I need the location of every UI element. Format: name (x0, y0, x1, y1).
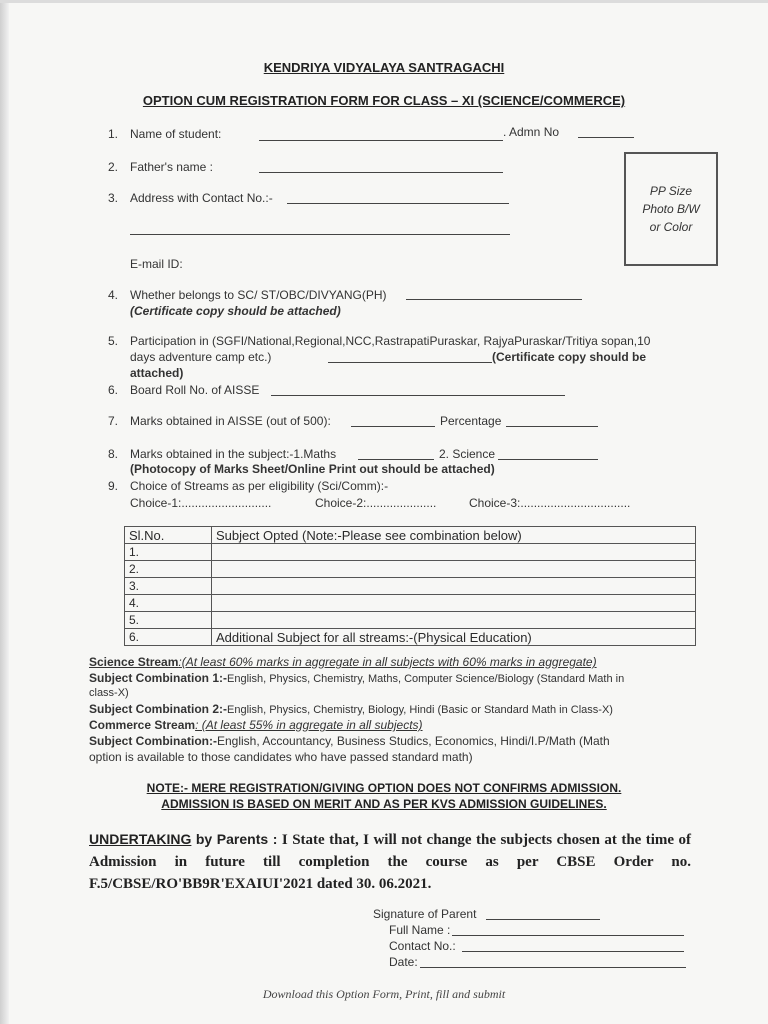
table-row: 2. (125, 561, 696, 578)
item-8: 8. Marks obtained in the subject:-1.Maths (108, 447, 337, 461)
combination-1-cont: class-X) (89, 687, 129, 699)
subject-marks-label: Marks obtained in the subject:-1.Maths (130, 447, 337, 461)
category-field[interactable] (406, 299, 582, 300)
name-field[interactable] (259, 140, 503, 141)
table-row: 6. Additional Subject for all streams:-(Physical Education) (125, 629, 696, 646)
table-row: 3. (125, 578, 696, 595)
science-stream: Science Stream:(At least 60% marks in aggregate in all subjects with 60% marks in aggregate) (89, 655, 597, 669)
participation-field[interactable] (328, 362, 492, 363)
subject-cell[interactable] (212, 578, 696, 595)
undertaking (89, 828, 691, 895)
roll-field[interactable] (271, 395, 565, 396)
notice-line-1: NOTE:- MERE REGISTRATION/GIVING OPTION DOES NOT CONFIRMS ADMISSION. (146, 781, 622, 795)
commerce-stream: Commerce Stream: (At least 55% in aggregate in all subjects) (89, 718, 423, 732)
father-label: Father's name : (130, 160, 213, 174)
subject-cell[interactable] (212, 561, 696, 578)
item-9: 9. Choice of Streams as per eligibility (Sci/Comm):- (108, 479, 389, 493)
father-field[interactable] (259, 172, 503, 173)
email-label: E-mail ID: (130, 257, 183, 271)
participation-line-1: Participation in (SGFI/National,Regional,NCC,RastrapatiPuraskar, RajyaPuraskar/Tritiya sopan,10 (130, 334, 651, 348)
item-6: 6. Board Roll No. of AISSE (108, 383, 260, 397)
subject-cell[interactable] (212, 544, 696, 561)
choice-3[interactable]: Choice-3:................................. (469, 496, 631, 510)
combination-commerce-cont: option is available to those candidates who have passed standard math) (89, 750, 473, 764)
signature-label: Signature of Parent (373, 907, 477, 921)
item-2: 2. Father's name : (108, 160, 213, 174)
choice-1[interactable]: Choice-1:........................... (130, 496, 272, 510)
contact-field[interactable] (462, 951, 684, 952)
school-name: KENDRIYA VIDYALAYA SANTRAGACHI (263, 60, 505, 75)
additional-subject-cell: Additional Subject for all streams:-(Physical Education) (212, 629, 696, 646)
form-title: OPTION CUM REGISTRATION FORM FOR CLASS – XI (SCIENCE/COMMERCE) (142, 93, 626, 108)
percentage-label: Percentage (440, 414, 502, 428)
admn-field[interactable] (578, 137, 634, 138)
undertaking-label: UNDERTAKING (89, 831, 192, 847)
photo-box[interactable] (624, 152, 718, 266)
science-label: 2. Science (439, 447, 496, 461)
photo-line-3: or Color (649, 220, 693, 234)
full-name-label: Full Name : (389, 923, 451, 937)
combination-2: Subject Combination 2:-English, Physics, Chemistry, Biology, Hindi (Basic or Standard Math in Class-X) (89, 702, 613, 716)
address-field-2[interactable] (130, 234, 510, 235)
combination-1: Subject Combination 1:-English, Physics, Chemistry, Maths, Computer Science/Biology (Standard Math in (89, 671, 625, 685)
participation-line-2a: days adventure camp etc.) (130, 350, 272, 364)
choice-2[interactable]: Choice-2:..................... (315, 496, 437, 510)
maths-field[interactable] (358, 459, 434, 460)
table-header-row (125, 527, 696, 544)
combination-commerce: Subject Combination:-English, Accountancy, Business Studics, Economics, Hindi/I.P/Math (Math (89, 734, 610, 748)
full-name-field[interactable] (452, 935, 684, 936)
subject-cell[interactable] (212, 595, 696, 612)
admn-label: . Admn No (503, 125, 560, 139)
table-head-sl: Sl.No. (125, 527, 212, 544)
item-3: 3. Address with Contact No.:- (108, 191, 273, 205)
streams-label: Choice of Streams as per eligibility (Sci/Comm):- (130, 479, 389, 493)
photocopy-note: (Photocopy of Marks Sheet/Online Print out should be attached) (130, 462, 495, 476)
address-label: Address with Contact No.:- (130, 191, 273, 205)
category-label: Whether belongs to SC/ ST/OBC/DIVYANG(PH) (130, 288, 387, 302)
date-field[interactable] (420, 967, 686, 968)
category-note: (Certificate copy should be attached) (130, 304, 341, 318)
item-5: 5. Participation in (SGFI/National,Regional,NCC,RastrapatiPuraskar, RajyaPuraskar/Tritiya sopan,10 (108, 334, 651, 348)
item-7: 7. Marks obtained in AISSE (out of 500): (108, 414, 331, 428)
percentage-field[interactable] (506, 426, 598, 427)
signature-field[interactable] (486, 919, 600, 920)
item-1: 1. Name of student: (108, 127, 222, 141)
name-label: Name of student: (130, 127, 222, 141)
notice-line-2: ADMISSION IS BASED ON MERIT AND AS PER KVS ADMISSION GUIDELINES. (161, 797, 607, 811)
undertaking-text: I State that, I will not change the subjects chosen at the time of Admission in future till completion the course as per CBSE Order no. F.5/CBSE/RO'BB9R'EXAIUI'2021 dated 30. 06.2021. (89, 832, 692, 892)
roll-label: Board Roll No. of AISSE (130, 383, 260, 397)
date-label: Date: (389, 955, 418, 969)
table-row: 5. (125, 612, 696, 629)
science-field[interactable] (498, 459, 598, 460)
table-row: 4. (125, 595, 696, 612)
table-head-subject: Subject Opted (Note:-Please see combination below) (212, 527, 696, 544)
scan-top-edge (0, 0, 768, 3)
subject-cell[interactable] (212, 612, 696, 629)
participation-line-2b: (Certificate copy should be (492, 350, 647, 364)
marks-field[interactable] (351, 426, 435, 427)
participation-line-3: attached) (130, 366, 184, 380)
address-field[interactable] (287, 203, 509, 204)
table-row: 1. (125, 544, 696, 561)
footer-note: Download this Option Form, Print, fill and submit (262, 987, 506, 1001)
item-4: 4. Whether belongs to SC/ ST/OBC/DIVYANG(PH) (108, 288, 387, 302)
contact-label: Contact No.: (389, 939, 456, 953)
scan-left-edge (0, 0, 9, 1024)
marks-label: Marks obtained in AISSE (out of 500): (130, 414, 331, 428)
photo-line-1: PP Size (649, 184, 693, 198)
undertaking-by: by Parents : (195, 831, 278, 847)
subject-table (124, 526, 696, 646)
photo-line-2: Photo B/W (642, 202, 700, 216)
